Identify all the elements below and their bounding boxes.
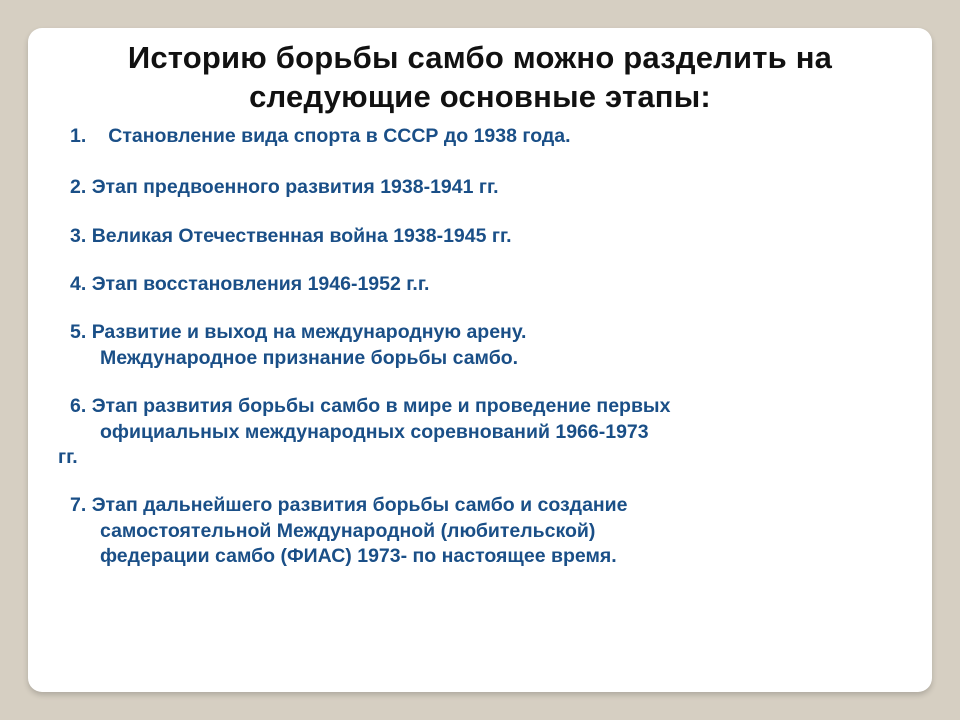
list-item (58, 394, 902, 470)
list-item-text: Этап восстановления 1946-1952 г.г. (91, 273, 430, 296)
list-item-line (70, 394, 902, 419)
list-item-line: федерации самбо (ФИАС) 1973- по настоящее время. (100, 544, 617, 567)
list-item-number: 1. (70, 125, 87, 148)
list-item (58, 493, 902, 569)
list-item-number: 3. (70, 224, 87, 247)
list-item-text: Развитие и выход на международную арену. (91, 321, 527, 344)
list-item (58, 320, 902, 371)
list-item (58, 272, 902, 297)
list-item-line (70, 493, 902, 518)
list-item-number: 5. (70, 321, 87, 344)
stages-list (58, 124, 902, 569)
list-item-number: 2. (70, 176, 87, 199)
list-item (58, 124, 902, 149)
list-item-number: 4. (70, 273, 87, 296)
list-item-text: Этап развития борьбы самбо в мире и проведение первых (91, 395, 671, 418)
list-item-line (70, 224, 902, 249)
list-item-line (70, 124, 902, 149)
list-item-line (70, 320, 902, 345)
list-item-line: официальных международных соревнований 1966-1973 (100, 420, 649, 443)
slide-card (28, 28, 932, 692)
list-item-line: Международное признание борьбы самбо. (100, 346, 519, 369)
list-item (58, 175, 902, 200)
list-item-text: Становление вида спорта в СССР до 1938 года. (108, 125, 571, 148)
list-item-text: Этап предвоенного развития 1938-1941 гг. (91, 176, 499, 199)
page-title: Историю борьбы самбо можно разделить на следующие основные этапы: (127, 40, 833, 115)
list-item-line (70, 272, 902, 297)
list-item-text: Великая Отечественная война 1938-1945 гг. (91, 224, 512, 247)
list-item-number: 7. (70, 494, 87, 517)
list-item-text: Этап дальнейшего развития борьбы самбо и создание (91, 494, 628, 517)
list-item-line (70, 175, 902, 200)
list-item-line: самостоятельной Международной (любительской) (100, 519, 596, 542)
list-item (58, 224, 902, 249)
list-item-line: гг. (58, 445, 78, 468)
list-item-number: 6. (70, 395, 87, 418)
